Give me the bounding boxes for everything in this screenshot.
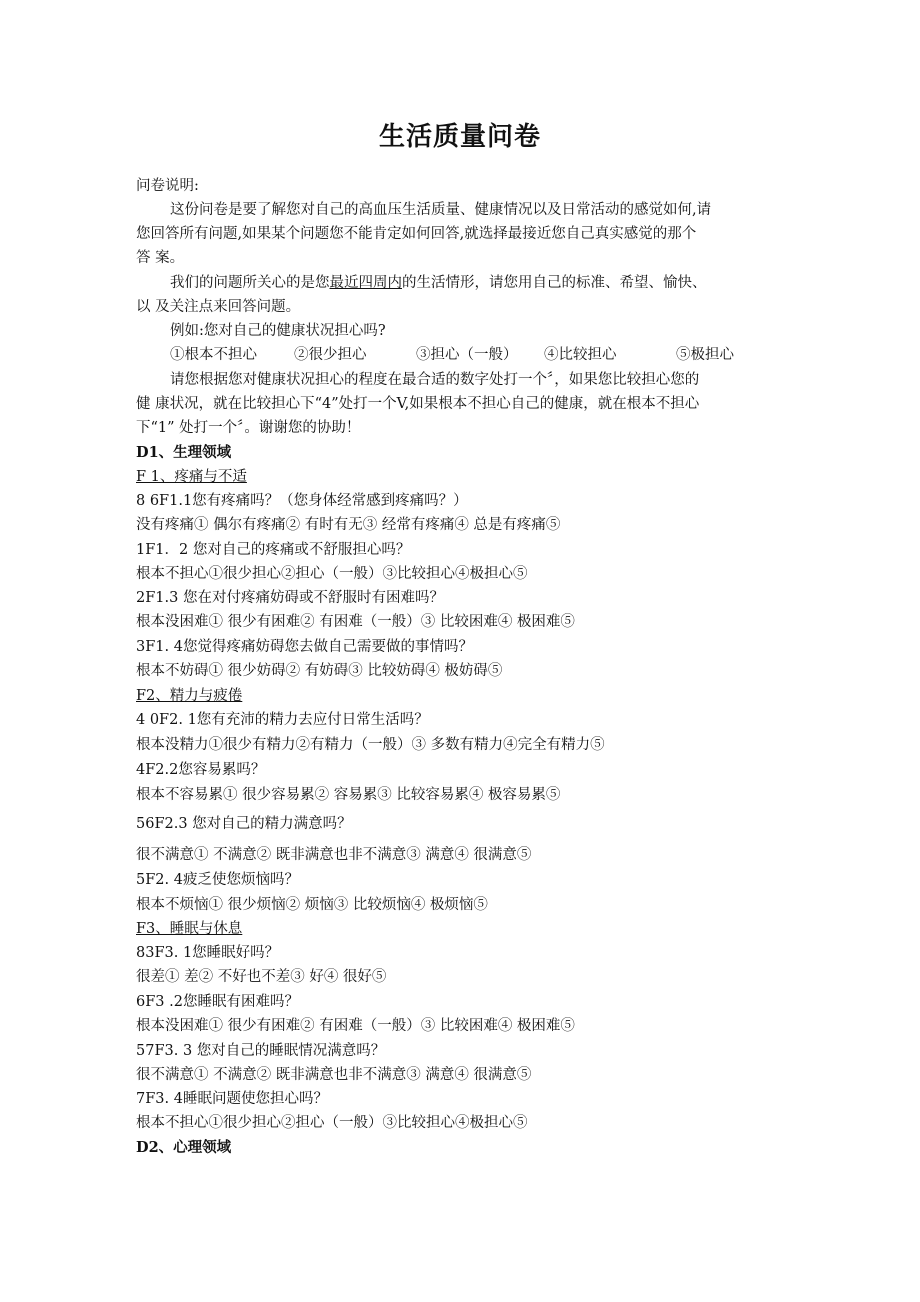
intro-paragraph-1-line-2: 您回答所有问题,如果某个问题您不能肯定如何回答,就选择最接近您自己真实感觉的那个 [136, 226, 697, 242]
example-option-5: ⑤极担心 [676, 347, 734, 363]
answer-options-f1-3: 根本没困难① 很少有困难② 有困难（一般）③ 比较困难④ 极困难⑤ [136, 614, 575, 630]
intro-text: 的生活情形，请您用自己的标准、希望、愉快、 [402, 275, 707, 291]
question-f1-3: 2F1.3 您在对付疼痛妨碍或不舒服时有困难吗？ [136, 590, 444, 606]
example-option-2: ②很少担心 [294, 347, 367, 363]
question-f2-1: 4 0F2. 1您有充沛的精力去应付日常生活吗？ [136, 712, 429, 728]
question-f2-2: 4F2.2您容易累吗？ [136, 762, 266, 778]
intro-paragraph-3-line-2: 健 康状况，就在比较担心下“4”处打一个V,如果根本不担心自己的健康，就在根本不担心 [136, 396, 700, 412]
question-f3-3: 57F3. 3 您对自己的睡眠情况满意吗？ [136, 1043, 386, 1059]
answer-options-f1-2: 根本不担心①很少担心②担心（一般）③比较担心④极担心⑤ [136, 566, 528, 582]
question-f1-1: 8 6F1.1您有疼痛吗？（您身体经常感到疼痛吗？） [136, 493, 468, 509]
domain-heading-psychological: D2、心理领域 [136, 1139, 232, 1156]
question-f3-4: 7F3. 4睡眠问题使您担心吗？ [136, 1091, 328, 1107]
example-option-4: ④比较担心 [544, 347, 617, 363]
answer-options-f1-1: 没有疼痛① 偶尔有疼痛② 有时有无③ 经常有疼痛④ 总是有疼痛⑤ [136, 517, 561, 533]
intro-paragraph-2-line-2: 以 及关注点来回答问题。 [136, 299, 301, 315]
facet-heading-pain: F 1、疼痛与不适 [136, 469, 247, 485]
example-option-1: ①根本不担心 [170, 347, 257, 363]
question-f3-2: 6F3 .2您睡眠有困难吗？ [136, 994, 299, 1010]
answer-options-f2-2: 根本不容易累① 很少容易累② 容易累③ 比较容易累④ 极容易累⑤ [136, 787, 561, 803]
example-option-3: ③担心（一般） [416, 347, 518, 363]
example-question: 例如:您对自己的健康状况担心吗? [170, 323, 386, 339]
answer-options-f3-3: 很不满意① 不满意② 既非满意也非不满意③ 满意④ 很满意⑤ [136, 1067, 532, 1083]
answer-options-f2-1: 根本没精力①很少有精力②有精力（一般）③ 多数有精力④完全有精力⑤ [136, 737, 605, 753]
emphasis-recent-four-weeks: 最近四周内 [329, 275, 402, 291]
intro-paragraph-3-line-3: 下“1” 处打一个〞。谢谢您的协助！ [136, 420, 361, 436]
question-f1-4: 3F1. 4您觉得疼痛妨碍您去做自己需要做的事情吗？ [136, 639, 473, 655]
answer-options-f3-1: 很差① 差② 不好也不差③ 好④ 很好⑤ [136, 969, 387, 985]
intro-paragraph-3-line-1: 请您根据您对健康状况担心的程度在最合适的数字处打一个〞，如果您比较担心您的 [170, 372, 700, 388]
intro-paragraph-2-line-1 [170, 273, 707, 293]
intro-paragraph-1-line-1: 这份问卷是要了解您对自己的高血压生活质量、健康情况以及日常活动的感觉如何,请 [170, 202, 712, 218]
facet-heading-energy: F2、精力与疲倦 [136, 688, 243, 704]
question-f2-3: 56F2.3 您对自己的精力满意吗？ [136, 816, 352, 832]
question-f3-1: 83F3. 1您睡眠好吗？ [136, 945, 280, 961]
page-title: 生活质量问卷 [378, 122, 541, 152]
question-f1-2: 1F1．2 您对自己的疼痛或不舒服担心吗？ [136, 542, 411, 558]
answer-options-f3-4: 根本不担心①很少担心②担心（一般）③比较担心④极担心⑤ [136, 1115, 528, 1131]
intro-paragraph-1-line-3: 答 案。 [136, 250, 185, 266]
intro-label: 问卷说明: [136, 178, 199, 194]
domain-heading-physical: D1、生理领域 [136, 444, 232, 461]
intro-text: 我们的问题所关心的是您 [170, 275, 330, 291]
answer-options-f1-4: 根本不妨碍① 很少妨碍② 有妨碍③ 比较妨碍④ 极妨碍⑤ [136, 663, 503, 679]
answer-options-f2-4: 根本不烦恼① 很少烦恼② 烦恼③ 比较烦恼④ 极烦恼⑤ [136, 897, 488, 913]
facet-heading-sleep: F3、睡眠与休息 [136, 921, 243, 937]
answer-options-f2-3: 很不满意① 不满意② 既非满意也非不满意③ 满意④ 很满意⑤ [136, 847, 532, 863]
question-f2-4: 5F2. 4疲乏使您烦恼吗？ [136, 872, 299, 888]
answer-options-f3-2: 根本没困难① 很少有困难② 有困难（一般）③ 比较困难④ 极困难⑤ [136, 1018, 575, 1034]
